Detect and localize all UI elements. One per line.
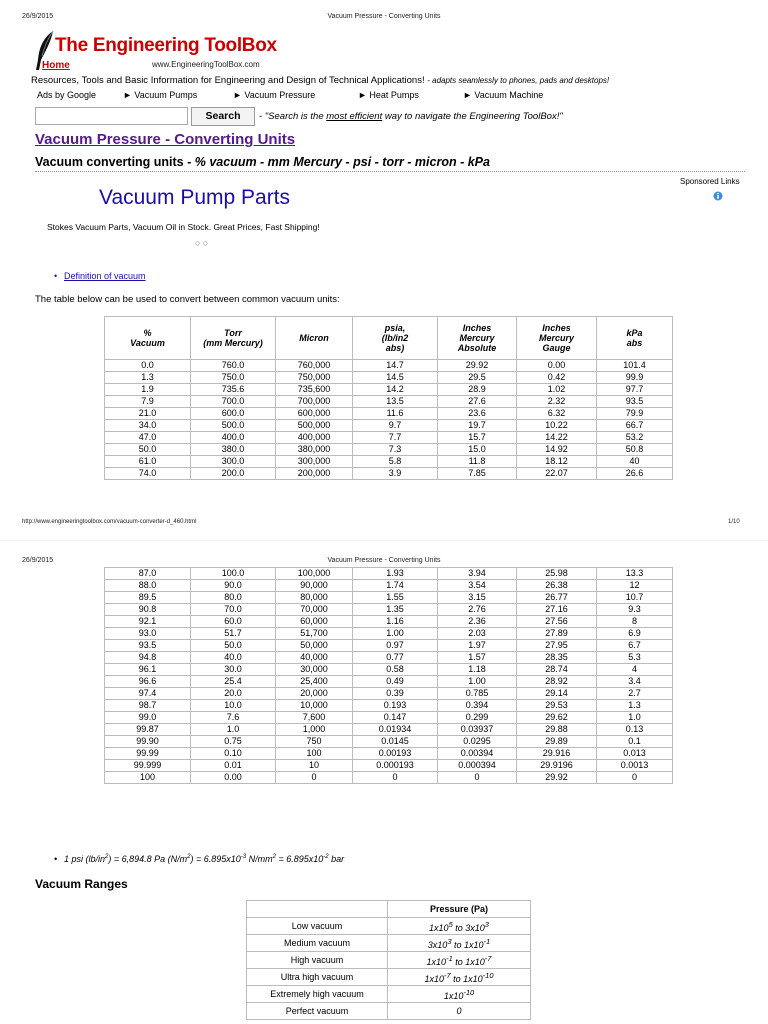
table-cell: 3.94 (438, 568, 517, 580)
table-cell: 5.3 (597, 652, 673, 664)
range-value: $1x10^{-10}$ (388, 986, 531, 1003)
tagline (31, 75, 761, 86)
table-row (105, 456, 673, 468)
table-cell: 27.95 (517, 640, 597, 652)
table-cell: 1.02 (517, 384, 597, 396)
table-cell: 40.0 (191, 652, 276, 664)
table-cell: 7,600 (276, 712, 353, 724)
table-cell: 66.7 (597, 420, 673, 432)
vacuum-table-part1 (104, 316, 673, 480)
table-cell: 0.03937 (438, 724, 517, 736)
table-cell: 2.76 (438, 604, 517, 616)
table-cell: 2.7 (597, 688, 673, 700)
table-row (105, 604, 673, 616)
table-cell: 760,000 (276, 360, 353, 372)
table-cell: 29.916 (517, 748, 597, 760)
logo-title[interactable]: The Engineering ToolBox (55, 35, 277, 56)
table-cell: 1.57 (438, 652, 517, 664)
header-vacuum-percent: % Vacuum (105, 317, 191, 360)
table-cell: 28.74 (517, 664, 597, 676)
table-cell: 735.6 (191, 384, 276, 396)
table-cell: 0.00193 (353, 748, 438, 760)
table-cell: 14.7 (353, 360, 438, 372)
table-cell: 10 (276, 760, 353, 772)
table-cell: 10.22 (517, 420, 597, 432)
table-cell: 600,000 (276, 408, 353, 420)
table-cell: 735,600 (276, 384, 353, 396)
table-cell: 23.6 (438, 408, 517, 420)
table-cell: 18.12 (517, 456, 597, 468)
ads-by-google[interactable]: Ads by Google (37, 90, 97, 100)
table-cell: 6.32 (517, 408, 597, 420)
table-row (105, 652, 673, 664)
table-cell: 29.92 (438, 360, 517, 372)
table-cell: 0.0 (105, 360, 191, 372)
table-cell: 26.6 (597, 468, 673, 480)
table-cell: 10.7 (597, 592, 673, 604)
table-cell: 92.1 (105, 616, 191, 628)
table-cell: 9.7 (353, 420, 438, 432)
table-cell: 61.0 (105, 456, 191, 468)
table-cell: 90.0 (191, 580, 276, 592)
table-row (105, 712, 673, 724)
table-row (105, 568, 673, 580)
home-link[interactable]: Home (42, 60, 70, 71)
table-cell: 50.0 (105, 444, 191, 456)
table-row (105, 688, 673, 700)
ranges-header-blank (247, 901, 388, 918)
table-cell: 100.0 (191, 568, 276, 580)
table-cell: 50.8 (597, 444, 673, 456)
table-cell: 0.000193 (353, 760, 438, 772)
logo-url: www.EngineeringToolBox.com (152, 60, 260, 69)
header-inches-mercury-absolute: Inches Mercury Absolute (438, 317, 517, 360)
table-cell: 15.7 (438, 432, 517, 444)
table-cell: 0.97 (353, 640, 438, 652)
table-cell: 750,000 (276, 372, 353, 384)
table-cell: 20,000 (276, 688, 353, 700)
table-cell: 28.9 (438, 384, 517, 396)
table-cell: 1.00 (353, 628, 438, 640)
ranges-header-pressure: Pressure (Pa) (388, 901, 531, 918)
table-cell: 0.0145 (353, 736, 438, 748)
table-cell: 0.00 (517, 360, 597, 372)
table-cell: 96.1 (105, 664, 191, 676)
table-cell: 0.77 (353, 652, 438, 664)
table-cell: 29.9196 (517, 760, 597, 772)
table-cell: 0.00 (191, 772, 276, 784)
ad-text: Stokes Vacuum Parts, Vacuum Oil in Stock. Great Prices, Fast Shipping! (47, 222, 320, 232)
print-doc-title: Vacuum Pressure - Converting Units (327, 13, 441, 20)
table-cell: 6.9 (597, 628, 673, 640)
table-cell: 87.0 (105, 568, 191, 580)
table-cell: 40,000 (276, 652, 353, 664)
table-row (105, 616, 673, 628)
table-cell: 1.97 (438, 640, 517, 652)
table-cell: 93.0 (105, 628, 191, 640)
table-row (247, 918, 531, 935)
table-row (247, 986, 531, 1003)
table-cell: 3.9 (353, 468, 438, 480)
table-cell: 19.7 (438, 420, 517, 432)
table-cell: 29.89 (517, 736, 597, 748)
table-row (105, 724, 673, 736)
table-cell: 80,000 (276, 592, 353, 604)
table-cell: 99.99 (105, 748, 191, 760)
table-cell: 40 (597, 456, 673, 468)
table-cell: 90,000 (276, 580, 353, 592)
table-cell: 93.5 (105, 640, 191, 652)
table-cell: 6.7 (597, 640, 673, 652)
table-cell: 11.8 (438, 456, 517, 468)
table-cell: 1.18 (438, 664, 517, 676)
table-cell: 74.0 (105, 468, 191, 480)
search-button[interactable]: Search (191, 107, 255, 126)
table-cell: 1.93 (353, 568, 438, 580)
table-cell: 200.0 (191, 468, 276, 480)
table-row (105, 736, 673, 748)
ad-title[interactable]: Vacuum Pump Parts (99, 186, 291, 209)
table-cell: 98.7 (105, 700, 191, 712)
range-name: Medium vacuum (247, 935, 388, 952)
table-cell: 1.35 (353, 604, 438, 616)
table-cell: 0.49 (353, 676, 438, 688)
table-cell: 27.6 (438, 396, 517, 408)
table-cell: 25.4 (191, 676, 276, 688)
tagline-text: Resources, Tools and Basic Information for Engineering and Design of Technical Applications! (31, 75, 425, 86)
range-value: 0 (388, 1003, 531, 1020)
table-cell: 14.22 (517, 432, 597, 444)
definition-of-vacuum-link[interactable]: • Definition of vacuum (64, 271, 146, 281)
range-name: High vacuum (247, 952, 388, 969)
table-cell: 700,000 (276, 396, 353, 408)
table-row (105, 444, 673, 456)
table-cell: 29.14 (517, 688, 597, 700)
table-cell: 0.01 (191, 760, 276, 772)
table-cell: 750.0 (191, 372, 276, 384)
table-row (105, 420, 673, 432)
table-row (105, 748, 673, 760)
sponsored-links-label: Sponsored Links (680, 177, 740, 186)
table-cell: 0.013 (597, 748, 673, 760)
header-psia: psia, (lb/in2 abs) (353, 317, 438, 360)
table-cell: 0.394 (438, 700, 517, 712)
table-row (105, 676, 673, 688)
table-cell: 7.85 (438, 468, 517, 480)
table-row (105, 700, 673, 712)
table-cell: 0 (597, 772, 673, 784)
table-cell: 3.4 (597, 676, 673, 688)
ranges-header-row (247, 901, 531, 918)
header-inches-mercury-gauge: Inches Mercury Gauge (517, 317, 597, 360)
table-cell: 1.3 (597, 700, 673, 712)
table-cell: 500,000 (276, 420, 353, 432)
print-doc-title-p2: Vacuum Pressure - Converting Units (327, 557, 441, 564)
table-row (105, 372, 673, 384)
table-cell: 79.9 (597, 408, 673, 420)
table-row (105, 360, 673, 372)
table-cell: 1.3 (105, 372, 191, 384)
table-cell: 7.7 (353, 432, 438, 444)
table-row (247, 1003, 531, 1020)
table-cell: 3.15 (438, 592, 517, 604)
table-cell: 2.32 (517, 396, 597, 408)
nav-vacuum-machine[interactable]: ► Vacuum Machine (463, 90, 544, 100)
table-cell: 5.8 (353, 456, 438, 468)
header-kpa-abs: kPa abs (597, 317, 673, 360)
table-row (105, 772, 673, 784)
title-divider (35, 171, 745, 172)
table-cell: 14.2 (353, 384, 438, 396)
table-cell: 99.0 (105, 712, 191, 724)
table-cell: 400,000 (276, 432, 353, 444)
table-cell: 101.4 (597, 360, 673, 372)
table-row (105, 396, 673, 408)
table-cell: 300.0 (191, 456, 276, 468)
table-cell: 34.0 (105, 420, 191, 432)
table-cell: 7.9 (105, 396, 191, 408)
table-cell: 760.0 (191, 360, 276, 372)
table-cell: 51.7 (191, 628, 276, 640)
table-cell: 29.5 (438, 372, 517, 384)
table-cell: 0.0013 (597, 760, 673, 772)
table-cell: 96.6 (105, 676, 191, 688)
tagline-italic: - adapts seamlessly to phones, pads and desktops! (427, 76, 610, 85)
table-cell: 29.88 (517, 724, 597, 736)
search-note: - "Search is the most efficient way to navigate the Engineering ToolBox!" (259, 111, 563, 122)
table-cell: 27.16 (517, 604, 597, 616)
table-cell: 0.147 (353, 712, 438, 724)
table-row (247, 969, 531, 986)
table-cell: 7.3 (353, 444, 438, 456)
table-cell: 0 (276, 772, 353, 784)
range-value: $1x10^{-7}$ to $1x10^{-10}$ (388, 969, 531, 986)
table-cell: 0 (438, 772, 517, 784)
table-cell: 0.39 (353, 688, 438, 700)
table-cell: 700.0 (191, 396, 276, 408)
table-cell: 3.54 (438, 580, 517, 592)
footer-page: 1/10 (728, 519, 740, 525)
table-cell: 25,400 (276, 676, 353, 688)
table-cell: 2.36 (438, 616, 517, 628)
table-cell: 100,000 (276, 568, 353, 580)
table-cell: 13.5 (353, 396, 438, 408)
table-cell: 0.75 (191, 736, 276, 748)
table-cell: 750 (276, 736, 353, 748)
table-cell: 1,000 (276, 724, 353, 736)
table-cell: 26.77 (517, 592, 597, 604)
ad-choices-icon[interactable] (713, 188, 723, 198)
table-cell: 26.38 (517, 580, 597, 592)
table-cell: 60.0 (191, 616, 276, 628)
table-row (105, 628, 673, 640)
table-cell: 29.62 (517, 712, 597, 724)
table-cell: 29.92 (517, 772, 597, 784)
table-cell: 30.0 (191, 664, 276, 676)
nav-heat-pumps[interactable]: ► Heat Pumps (358, 90, 419, 100)
table-cell: 97.4 (105, 688, 191, 700)
header-micron: Micron (276, 317, 353, 360)
header-torr: Torr (mm Mercury) (191, 317, 276, 360)
table-row (105, 760, 673, 772)
table-cell: 10.0 (191, 700, 276, 712)
vacuum-ranges-table (246, 900, 531, 1020)
table-cell: 0.58 (353, 664, 438, 676)
table-cell: 0 (353, 772, 438, 784)
ad-carousel-dots[interactable]: ○ ○ (195, 238, 209, 248)
print-date: 26/9/2015 (22, 13, 54, 20)
page-separator (0, 540, 768, 541)
table-cell: 13.3 (597, 568, 673, 580)
table-cell: 0.1 (597, 736, 673, 748)
table-cell: 93.5 (597, 396, 673, 408)
table-cell: 0.42 (517, 372, 597, 384)
table-cell: 14.5 (353, 372, 438, 384)
table-row (105, 432, 673, 444)
table-cell: 0.13 (597, 724, 673, 736)
table-row (105, 468, 673, 480)
table-cell: 4 (597, 664, 673, 676)
table-row (105, 580, 673, 592)
table-row (105, 384, 673, 396)
table-cell: 15.0 (438, 444, 517, 456)
table-cell: 99.999 (105, 760, 191, 772)
range-value: $3x10^3$ to $1x10^{-1}$ (388, 935, 531, 952)
table-cell: 51,700 (276, 628, 353, 640)
table-cell: 99.90 (105, 736, 191, 748)
table-cell: 20.0 (191, 688, 276, 700)
range-value: $1x10^5$ to $3x10^3$ (388, 918, 531, 935)
table-cell: 9.3 (597, 604, 673, 616)
print-date-p2: 26/9/2015 (22, 557, 54, 564)
table-cell: 27.56 (517, 616, 597, 628)
table-cell: 27.89 (517, 628, 597, 640)
table-cell: 500.0 (191, 420, 276, 432)
intro-text: The table below can be used to convert between common vacuum units: (35, 294, 340, 305)
table-cell: 50,000 (276, 640, 353, 652)
table-cell: 1.00 (438, 676, 517, 688)
table-cell: 80.0 (191, 592, 276, 604)
table-cell: 90.8 (105, 604, 191, 616)
table-cell: 1.55 (353, 592, 438, 604)
range-name: Perfect vacuum (247, 1003, 388, 1020)
table-cell: 0.00394 (438, 748, 517, 760)
table-cell: 100 (105, 772, 191, 784)
psi-conversion-formula: • 1 psi $(lb/in^2) = 6,894.8$ Pa $(N/m^2) = 6.895x10^{-3}$ $N/mm^2 = 6.895x10^{-2}$ bar (64, 854, 344, 864)
table-row (105, 664, 673, 676)
range-name: Low vacuum (247, 918, 388, 935)
table-cell: 88.0 (105, 580, 191, 592)
table-cell: 11.6 (353, 408, 438, 420)
range-value: $1x10^{-1}$ to $1x10^{-7}$ (388, 952, 531, 969)
table-cell: 1.16 (353, 616, 438, 628)
table-cell: 200,000 (276, 468, 353, 480)
range-name: Ultra high vacuum (247, 969, 388, 986)
table-cell: 10,000 (276, 700, 353, 712)
table-cell: 28.35 (517, 652, 597, 664)
table-cell: 28.92 (517, 676, 597, 688)
table-cell: 1.0 (597, 712, 673, 724)
table-row (105, 592, 673, 604)
table-cell: 47.0 (105, 432, 191, 444)
table-cell: 380.0 (191, 444, 276, 456)
vacuum-table-part2 (104, 567, 673, 784)
table-cell: 99.9 (597, 372, 673, 384)
table-cell: 100 (276, 748, 353, 760)
table-cell: 29.53 (517, 700, 597, 712)
table-cell: 8 (597, 616, 673, 628)
table-cell: 14.92 (517, 444, 597, 456)
table-cell: 97.7 (597, 384, 673, 396)
table-cell: 25.98 (517, 568, 597, 580)
nav-vacuum-pressure[interactable]: ► Vacuum Pressure (233, 90, 316, 100)
table-cell: 0.10 (191, 748, 276, 760)
table-row (247, 935, 531, 952)
table-cell: 22.07 (517, 468, 597, 480)
table-cell: 1.74 (353, 580, 438, 592)
search-input[interactable] (35, 107, 188, 125)
page-subtitle: Vacuum converting units - % vacuum - mm Mercury - psi - torr - micron - kPa (35, 155, 490, 169)
table-cell: 0.0295 (438, 736, 517, 748)
vacuum-ranges-heading: Vacuum Ranges (35, 877, 128, 891)
table-cell: 600.0 (191, 408, 276, 420)
search-note-link[interactable]: most efficient (326, 111, 383, 122)
footer-url: http://www.engineeringtoolbox.com/vacuum-converter-d_460.html (22, 519, 197, 525)
table-cell: 70.0 (191, 604, 276, 616)
table-cell: 0.000394 (438, 760, 517, 772)
table-cell: 400.0 (191, 432, 276, 444)
table-cell: 7.6 (191, 712, 276, 724)
table-cell: 0.299 (438, 712, 517, 724)
table-cell: 0.01934 (353, 724, 438, 736)
table-row (105, 640, 673, 652)
page-title[interactable]: Vacuum Pressure - Converting Units (35, 131, 296, 148)
table-row (105, 408, 673, 420)
table-cell: 300,000 (276, 456, 353, 468)
table-cell: 30,000 (276, 664, 353, 676)
table-cell: 0.785 (438, 688, 517, 700)
range-name: Extremely high vacuum (247, 986, 388, 1003)
table-cell: 380,000 (276, 444, 353, 456)
table-cell: 70,000 (276, 604, 353, 616)
table-cell: 2.03 (438, 628, 517, 640)
nav-vacuum-pumps[interactable]: ► Vacuum Pumps (123, 90, 198, 100)
table-cell: 94.8 (105, 652, 191, 664)
table-cell: 12 (597, 580, 673, 592)
table-cell: 0.193 (353, 700, 438, 712)
table-cell: 21.0 (105, 408, 191, 420)
table-cell: 99.87 (105, 724, 191, 736)
table-cell: 1.0 (191, 724, 276, 736)
table-cell: 53.2 (597, 432, 673, 444)
table-cell: 50.0 (191, 640, 276, 652)
table-cell: 60,000 (276, 616, 353, 628)
table-header-row (105, 317, 673, 360)
table-cell: 1.9 (105, 384, 191, 396)
table-cell: 89.5 (105, 592, 191, 604)
table-row (247, 952, 531, 969)
